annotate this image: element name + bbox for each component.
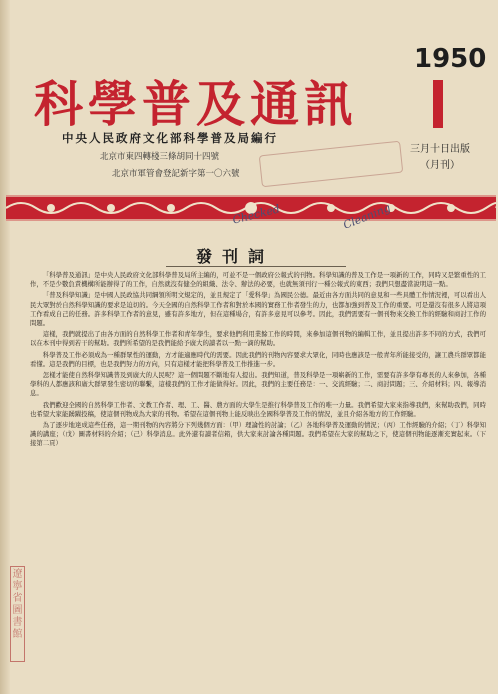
article-title: 發刊詞: [196, 247, 275, 266]
masthead-title: [34, 66, 358, 136]
paragraph: 這樣，我們就提出了由各方面的自然科學工作者和青年學生，要求他們利用業餘工作的時間，來參加這個刊物的編輯工作，並且提出許多不同的方式，我們可以在本刊中得到若干的幫助。我們所希望的是我們能給予廣大的讀者以一點一滴的幫助。: [30, 330, 486, 348]
masthead-year: 1950: [414, 44, 487, 74]
paragraph: 為了逐步地達成這些任務，這一期刊物的內容將分下列幾個方面：（甲）理論性的討論；（乙）各地科學普及運動的情況；（丙）工作經驗的介紹；（丁）科學知識的講座；（戊）圖書材料的介紹；（己）科學消息。此外還有讀者信箱，供大家來討論各種問題。我們希望在大家的幫助之下，使這個刊物能逐漸充實起來。（下接第二頁）: [30, 421, 486, 448]
paragraph: 「普及科學知識」是中國人民政協共同綱領所明文規定的，並且規定了「愛科學」為國民公德。最近由各方面共同的意見和一些具體工作情況裡，可以看出人民大眾對於自然科學知識的要求是迫切的。今天全國的自然科學工作者和對於本國的實務工作者發生的力，也都加強到普及工作的重要。可是還沒有很多人將這項工作看成自己的任務。許多科學工作者的意見，雖有許多地方，但在這種場合，有許多意見可以參考。因此，我們需要有一個刊物來交換工作的經驗和商討工作的問題。: [30, 291, 486, 328]
publisher-address: 北京市東四轉棧三條胡同十四號: [100, 152, 220, 162]
paragraph: 我們歡迎全國的自然科學工作者、文教工作者、理、工、醫、農方面的大學生是推行科學普及工作的唯一力量。我們希望大家來指導我們，來幫助我們，同時也希望大家能踴躍投稿，使這個刊物成為大家的刊物。希望在這個刊物上能反映出全國科學普及工作的情況，並且介紹各地方的工作經驗。: [30, 400, 486, 418]
paragraph: 科學普及工作必須成為一種群眾性的運動，方才能適應時代的需要。因此我們的刊物內容要求大眾化，同時也應該是一般青年所能接受的，讓工農兵群眾都能看懂。這是我們的目標，也是我們努力的方向，只有這樣才能把科學普及工作推進一步。: [30, 350, 486, 368]
publication-date: 三月十日出版: [410, 144, 470, 155]
faint-stamp-mark: [259, 141, 404, 188]
issue-number-mark: [433, 80, 443, 128]
library-stamp: 遼寧省圖書館: [10, 566, 25, 662]
publisher-name: 中央人民政府文化部科學普及局編行: [62, 131, 278, 145]
registration-number: 北京市軍管會登記新字第一〇六號: [112, 169, 240, 179]
page-edge-shadow: [0, 0, 10, 694]
handwritten-signature: Checked: [231, 202, 282, 227]
paragraph: 怎樣才能使自然科學知識普及到廣大的人民呢？這一個問題不斷地有人提出。我們知道，普及科學是一項嶄新的工作，需要有許多學有專長的人來參加，各種學科的人都應該和廣大群眾發生密切的聯繫，這樣我們的工作才能做得好。因此，我們的主要任務是：一、交流經驗；二、商討問題；三、介紹材料；四、報導消息。: [30, 371, 486, 398]
handwritten-signature-2: Cleaning: [341, 201, 393, 232]
masthead-title-text: 科學普及通訊: [34, 75, 359, 133]
title-underline: [166, 266, 346, 267]
paragraph: 「科學普及通訊」是中央人民政府文化部科學普及局所主編的，可並不是一個政府公報式的刊物。科學知識的普及工作是一項新的工作，同時又是繁重性的工作，不是少數負責機構所能辦得了的工作，自然就沒有健全的組織、法令、辦法的必要，也就無須刊行一種公報式的東西；我們只想盡當說明這一點。: [30, 271, 486, 289]
article-body: [30, 271, 486, 687]
publication-frequency: （月刊）: [420, 160, 460, 171]
